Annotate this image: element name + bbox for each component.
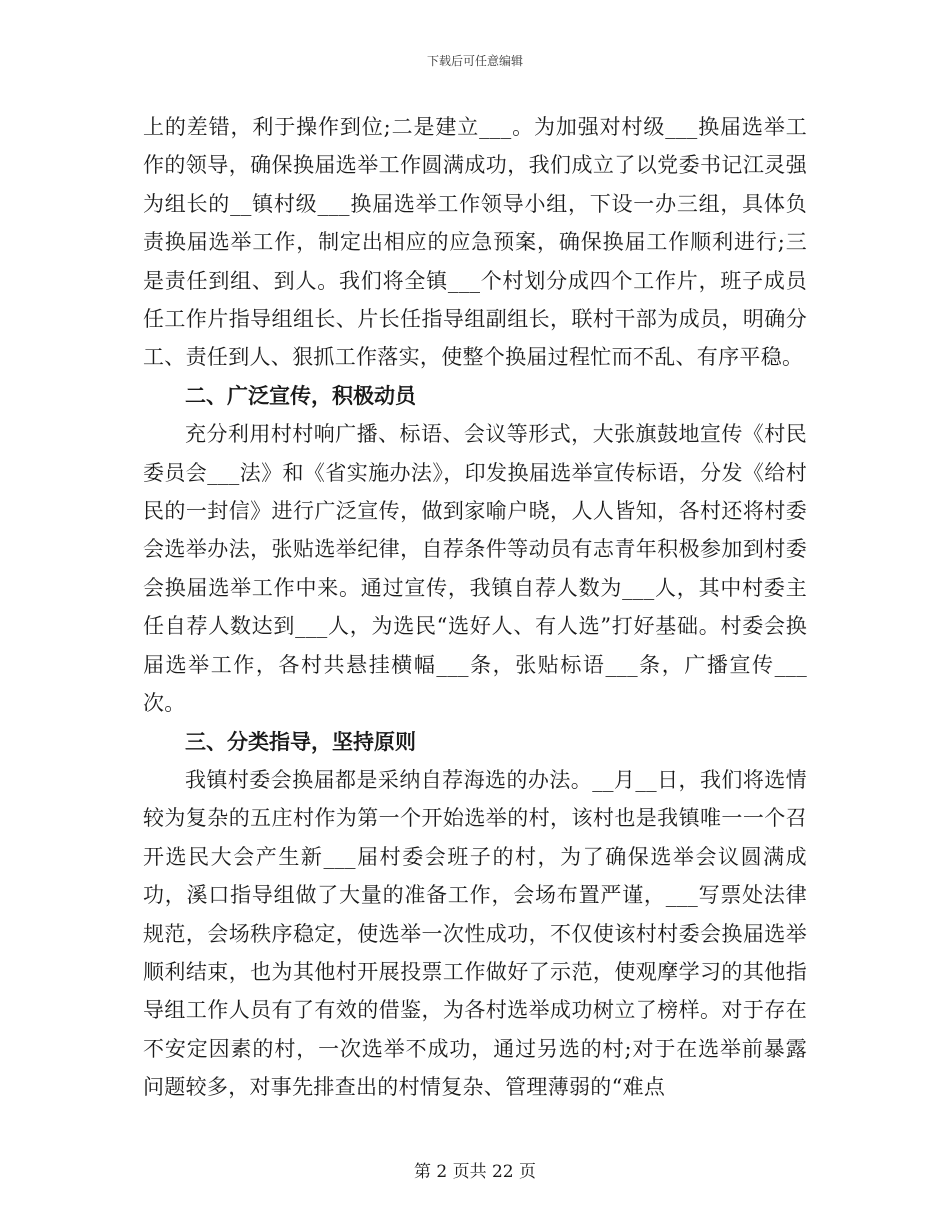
section-heading-2: 二、广泛宣传，积极动员 [185, 383, 416, 408]
paragraph-continuation: 上的差错，利于操作到位;二是建立___。为加强对村级___换届选举工作的领导，确保换届选举工作圆满成功，我们成立了以党委书记江灵强为组长的__镇村级___换届选举工作领导小组，下设一办三组，具体负责换届选举工作，制定出相应的应急预案，确保换届工作顺利进行;三是责任到组、到人。我们将全镇___个村划分成四个工作片，班子成员任工作片指导组组长、片长任指导组副组长，联村干部为成员，明确分工、责任到人、狠抓工作落实，使整个换届过程忙而不乱、有序平稳。 [143, 115, 807, 370]
page-footer: 第 2 页共 22 页 [413, 1162, 537, 1182]
page-header: 下载后可任意编辑 [426, 54, 523, 68]
paragraph-publicity: 充分利用村村响广播、标语、会议等形式，大张旗鼓地宣传《村民委员会___法》和《省实施办法》，印发换届选举宣传标语，分发《给村民的一封信》进行广泛宣传，做到家喻户晓，人人皆知，各村还将村委会选举办法，张贴选举纪律，自荐条件等动员有志青年积极参加到村委会换届选举工作中来。通过宣传，我镇自荐人数为___人，其中村委主任自荐人数达到___人，为选民“选好人、有人选”打好基础。村委会换届选举工作，各村共悬挂横幅___条，张贴标语___条，广播宣传___次。 [143, 422, 807, 716]
paragraph-guidance: 我镇村委会换届都是采纳自荐海选的办法。__月__日，我们将选情较为复杂的五庄村作为第一个开始选举的村，该村也是我镇唯一一个召开选民大会产生新___届村委会班子的村，为了确保选举会议圆满成功，溪口指导组做了大量的准备工作，会场布置严谨，___写票处法律规范，会场秩序稳定，使选举一次性成功，不仅使该村村委会换届选举顺利结束，也为其他村开展投票工作做好了示范，使观摩学习的其他指导组工作人员有了有效的借鉴，为各村选举成功树立了榜样。对于存在不安定因素的村，一次选举不成功，通过另选的村;对于在选举前暴露问题较多，对事先排查出的村情复杂、管理薄弱的“难点 [143, 767, 807, 1100]
document-body [143, 108, 807, 1107]
section-heading-3: 三、分类指导，坚持原则 [185, 729, 416, 754]
